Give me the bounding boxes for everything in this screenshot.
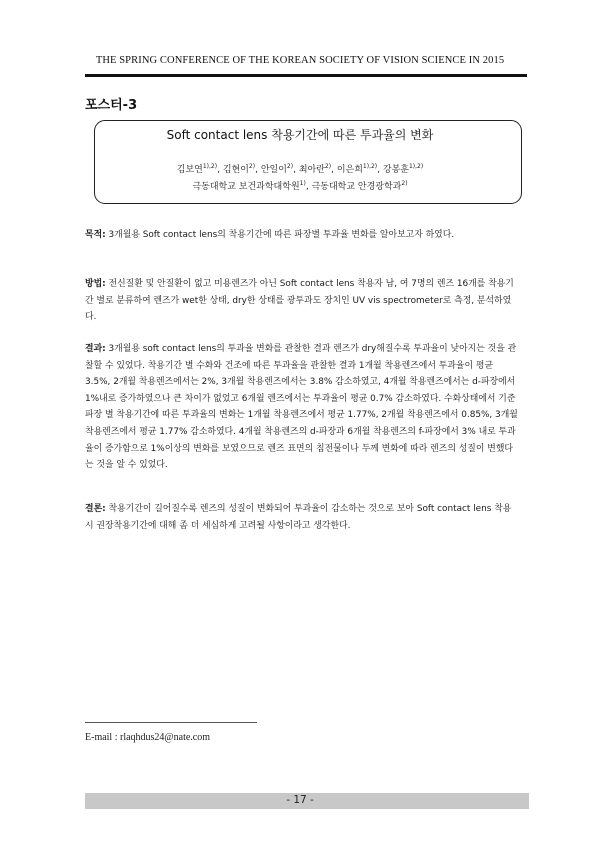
author-superscript: 1),2) <box>362 163 378 170</box>
author-superscript: 2) <box>286 163 294 170</box>
author-separator: , <box>377 165 383 175</box>
conclusion-section <box>85 501 520 534</box>
result-label: 결과: <box>85 344 106 354</box>
footnote-email: E-mail : rlaqhdus24@nate.com <box>85 732 211 743</box>
author-name: 최아란 <box>298 165 325 175</box>
affiliation-superscript: 2) <box>401 180 408 187</box>
footnote-rule <box>85 722 257 723</box>
method-section <box>85 276 520 326</box>
author-separator: , <box>255 165 261 175</box>
conclusion-label: 결론: <box>85 504 106 514</box>
header-rule <box>85 74 527 77</box>
purpose-section <box>85 227 520 244</box>
affiliation-name: 극동대학교 보건과학대학원 <box>192 182 300 192</box>
method-text: 전신질환 및 안질환이 없고 미용렌즈가 아닌 Soft contact lens 착용자 남, 여 7명의 렌즈 16개를 착용기간 별로 분류하여 렌즈가 wet한 상태, dry한 상태를 광투과도 장치인 UV vis spectrometer로 측정, 분석하였다. <box>85 279 514 323</box>
author-superscript: 2) <box>248 163 256 170</box>
result-text: 3개월용 soft contact lens의 투과율 변화를 관찰한 결과 렌즈가 dry해질수록 투과율이 낮아지는 것을 관찰할 수 있었다. 착용기간 별 수화와 건조에 따른 투과율을 관찰한 결과 1개월 착용렌즈에서 투과율이 평균 3.5%, 2개월 착용렌즈에서는 2%, 3개월 착용렌즈에서는 3.8% 감소하였고, 4개월 착용렌즈에서는 d-파장에서 1%내로 증가하였으나 큰 차이가 없었고 6개월 렌즈에서는 투과율이 평균 0.7% 감소하였다. 수화상태에서 기준파장 별 착용기간에 따른 투과율의 변화는 1개월 착용렌즈에서 평균 1.77%, 2개월 착용렌즈에서 0.85%, 3개월 착용렌즈에서 평균 1.77% 감소하였다. 4개월 착용렌즈의 d-파장과 6개월 착용렌즈의 f-파장에서 3% 내로 투과율이 증가함으로 1%이상의 변화를 보였으므로 렌즈 표면의 침전물이나 두께 변화에 따라 렌즈의 성질이 변했다는 것을 알 수 있었다. <box>85 344 518 471</box>
affiliation-superscript: 1) <box>299 180 306 187</box>
affiliation-list <box>0 179 600 192</box>
author-superscript: 2) <box>324 163 332 170</box>
conclusion-text: 착용기간이 길어질수록 렌즈의 성질이 변화되어 투과율이 감소하는 것으로 보아 Soft contact lens 착용 시 권장착용기간에 대해 좀 더 세심하게 고려될 사항이라고 생각한다. <box>85 504 512 531</box>
author-superscript: 1),2) <box>202 163 218 170</box>
conference-header: THE SPRING CONFERENCE OF THE KOREAN SOCIETY OF VISION SCIENCE IN 2015 <box>95 55 505 66</box>
purpose-label: 목적: <box>85 230 106 240</box>
method-label: 방법: <box>85 279 106 289</box>
author-name: 안일이 <box>260 165 287 175</box>
result-section <box>85 341 520 474</box>
author-superscript: 1),2) <box>408 163 424 170</box>
author-name: 이은희 <box>336 165 363 175</box>
affiliation-separator: , <box>305 182 312 192</box>
purpose-text: 3개월용 Soft contact lens의 착용기간에 따른 파장별 투과율 변화를 알아보고자 하였다. <box>105 230 455 240</box>
author-name: 김보연 <box>176 165 203 175</box>
affiliation-name: 극동대학교 안경광학과 <box>311 182 402 192</box>
paper-title: Soft contact lens 착용기간에 따른 투과율의 변화 <box>166 128 434 142</box>
poster-label: 포스터-3 <box>85 98 138 113</box>
author-name: 강봉훈 <box>382 165 409 175</box>
author-name: 김현이 <box>222 165 249 175</box>
author-separator: , <box>331 165 337 175</box>
author-separator: , <box>293 165 299 175</box>
page-number: - 17 - <box>286 794 314 806</box>
author-list <box>0 162 600 175</box>
author-separator: , <box>217 165 223 175</box>
